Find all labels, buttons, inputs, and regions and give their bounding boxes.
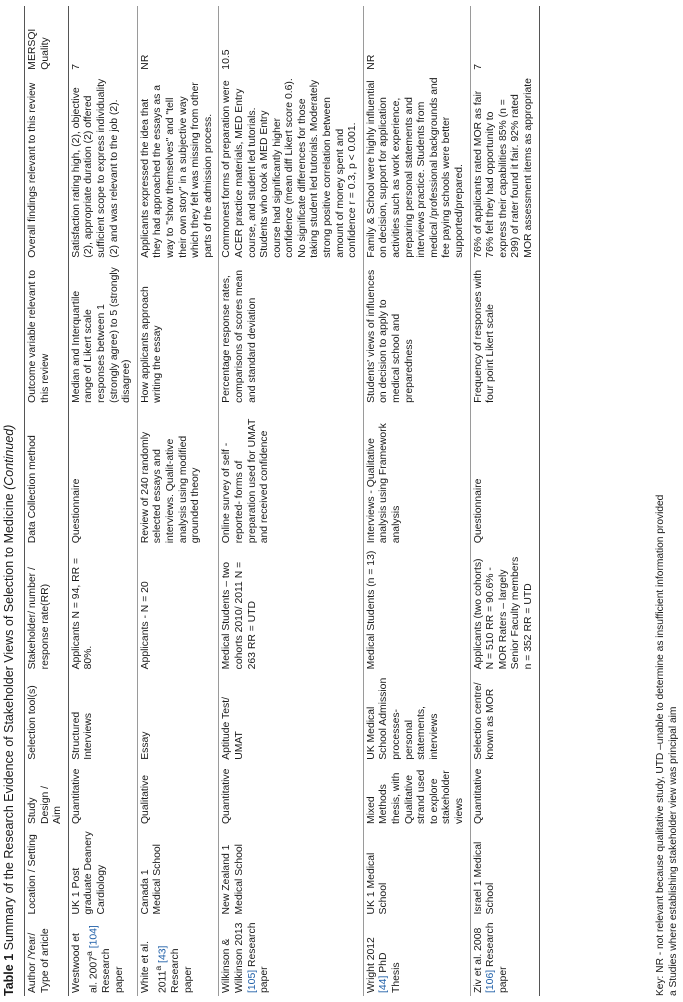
- cell-author: [137, 917, 219, 996]
- reference-link[interactable]: [44]: [378, 975, 390, 993]
- cell-design: Quantitative: [219, 763, 364, 827]
- col-header-author: Author /Year/ Type of article: [25, 917, 69, 996]
- author-name: Wilkinson & Wilkinson 2013: [221, 922, 245, 993]
- footnote-key: Key: NR - not relevant because qualitative study, UTD –unable to determine as insufficient information provided: [655, 494, 666, 996]
- cell-author: [68, 917, 137, 996]
- table-row: [68, 6, 137, 996]
- author-name: Wright 2012: [365, 937, 377, 993]
- cell-stakeholder: Applicants (two cohorts) N = 510 RR = 90.6% - MOR Raters – largely Senior Faculty members n = 352 RR = UTD: [470, 546, 539, 672]
- table-row: [363, 6, 470, 996]
- cell-quality: 10.5: [219, 6, 364, 73]
- article-type: Research paper: [170, 948, 194, 993]
- cell-location: Canada 1 Medical School: [137, 827, 219, 917]
- col-header-method: Data Collection method: [25, 406, 69, 546]
- cell-location: Israel 1 Medical School: [470, 827, 539, 917]
- continued-label: (Continued): [2, 424, 16, 490]
- footnote-a: a Studies where establishing stakeholder view was principal aim: [668, 706, 679, 996]
- table-row: [219, 6, 364, 996]
- cell-outcome: Median and Interquartile range of Likert scale responses between 1 (strongly agree) to 5 (strongly disagree): [70, 267, 133, 403]
- col-header-findings: Overall findings relevant to this review: [25, 73, 69, 261]
- table-title: Summary of the Research Evidence of Stakeholder Views of Selection to Medicine: [2, 493, 16, 951]
- cell-findings: Family & School were highly influential on decision, support for application activities such as work experience, preparing personal statements and interviews practice. Students from medical /professional backgrounds and fee paying schools were better supported/prepared.: [363, 73, 470, 261]
- table-body: [68, 6, 539, 996]
- cell-quality: 7: [70, 63, 82, 70]
- cell-location: UK 1 Medical School: [363, 827, 470, 917]
- col-header-stakeholder: Stakeholder/ number / response rate(RR): [25, 546, 69, 672]
- cell-author: [470, 917, 539, 996]
- cell-design: Mixed Methods thesis, with Qualitative strand used to explore stakeholder views: [363, 763, 470, 827]
- col-header-tools: Selection tool(s): [25, 672, 69, 762]
- cell-method: Questionnaire: [470, 406, 539, 546]
- header-row: [25, 6, 69, 996]
- cell-quality: 7: [470, 6, 539, 73]
- cell-tools: Essay: [137, 672, 219, 762]
- table-label: Table 1: [2, 953, 16, 996]
- footnote-marker: a: [84, 951, 95, 957]
- cell-tools: Aptitude Test/ UMAT: [219, 672, 364, 762]
- cell-author: [363, 917, 470, 996]
- article-type: Research paper: [485, 922, 509, 993]
- cell-quality: NR: [137, 6, 219, 73]
- cell-tools: Structured Interviews: [70, 711, 95, 760]
- cell-stakeholder: Applicants N = 94, RR = 80%.: [70, 557, 95, 670]
- cell-location: UK 1 Post graduate Deanery Cardiology: [70, 831, 107, 915]
- cell-findings: Commonest forms of preparation were ACER practice materials, MED Entry course, and student led tutorials. Students who took a MED Entry course had significantly higher confidence (mean diff Likert score 0.6). No significate differences for those taking student led tutorials. Moderately strong positive correlation between amount of money spent and confidence r = 0.3, p < 0.001.: [219, 73, 364, 261]
- cell-location: New Zealand 1 Medical School: [219, 827, 364, 917]
- cell-method: Review of 240 randomly selected essays and interviews. Qualit-ative analysis using modified grounded theory: [137, 406, 219, 546]
- cell-findings: Applicants expressed the idea that they had approached the essays as a way to "show themselves" and "tell their own story" in a subjective way which they felt was missing from other parts of the admission process.: [137, 73, 219, 261]
- cell-findings: 76% of applicants rated MOR as fair 76% felt they had opportunity to express their capabilities 85% (n = 299) of rater found it fair. 92% rated MOR assessment items as appropriate: [470, 73, 539, 261]
- article-type: Research paper: [246, 922, 271, 993]
- author-name: Ziv et al. 2008: [472, 927, 484, 993]
- cell-tools: Selection centre/ known as MOR: [470, 672, 539, 762]
- cell-tools: UK Medical School Admission processes- personal statements, interviews: [363, 672, 470, 762]
- col-header-location: Location / Setting: [25, 827, 69, 917]
- reference-link[interactable]: [104]: [88, 925, 100, 949]
- col-header-quality: MERSQI Quality: [25, 6, 69, 73]
- table-caption: [2, 6, 16, 996]
- cell-design: Qualitative: [137, 763, 219, 827]
- col-header-design: Study Design / Aim: [25, 763, 69, 827]
- cell-stakeholder: Medical Students – two cohorts 2010/ 2011 N = 263 RR = UTD: [219, 546, 364, 672]
- cell-outcome: Students' views of influences on decision to apply to medical school and preparedness: [363, 261, 470, 406]
- cell-design: Quantitative: [470, 763, 539, 827]
- table-row: [137, 6, 219, 996]
- cell-findings: Satisfaction rating high, (2), objective (2), appropriate duration (2) offered sufficient scope to express individuality (2) and was relevant to the job (2).: [70, 78, 120, 258]
- reference-link[interactable]: [43]: [157, 945, 169, 963]
- footnote-marker: a: [153, 965, 164, 971]
- cell-method: Online survey of self -reported- forms of preparation used for UMAT and received confidence: [219, 406, 364, 546]
- reference-link[interactable]: [105]: [246, 969, 258, 993]
- table-row: [470, 6, 539, 996]
- cell-quality: NR: [363, 6, 470, 73]
- article-type: Research paper: [101, 948, 126, 993]
- evidence-table: [24, 6, 540, 996]
- cell-design: Quantitative: [70, 768, 82, 825]
- cell-author: [219, 917, 364, 996]
- cell-outcome: Percentage response rates, comparisons of scores mean and standard deviation: [219, 261, 364, 406]
- cell-stakeholder: Medical Students (n = 13): [363, 546, 470, 672]
- author-name: Westwood et al. 2007: [70, 933, 100, 993]
- cell-method: Questionnaire: [70, 478, 82, 544]
- col-header-outcome: Outcome variable relevant to this review: [25, 261, 69, 406]
- article-type: PhD Thesis: [378, 952, 403, 993]
- cell-method: Interviews - Qualitative analysis using Framework analysis: [363, 406, 470, 546]
- cell-stakeholder: Applicants - N = 20: [137, 546, 219, 672]
- cell-outcome: Frequency of responses with four point Likert scale: [470, 261, 539, 406]
- reference-link[interactable]: [106]: [485, 969, 497, 993]
- author-name: White et al. 2011: [139, 941, 169, 993]
- cell-outcome: How applicants approach writing the essay: [137, 261, 219, 406]
